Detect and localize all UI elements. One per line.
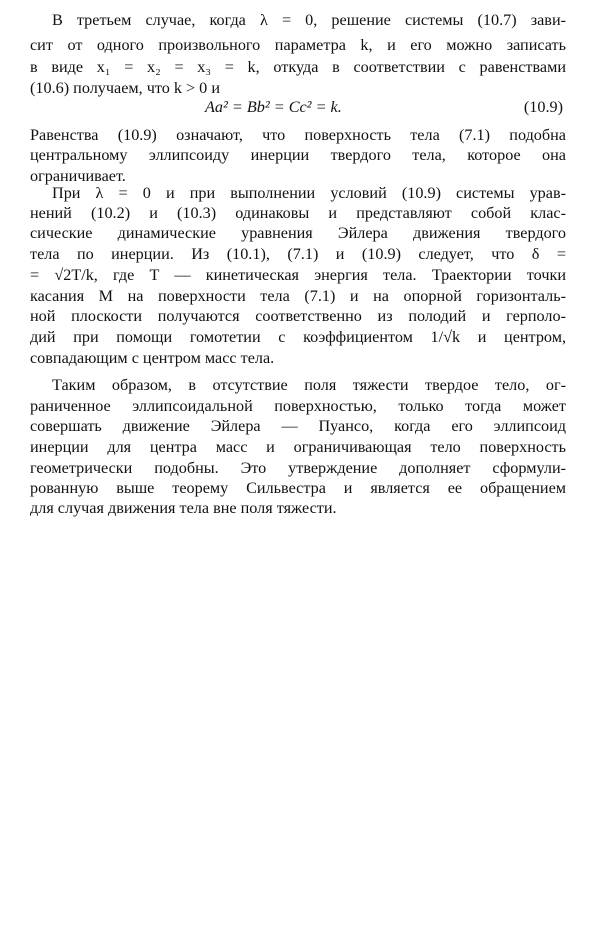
paragraph-3-line-8: дий при помощи гомотетии с коэффициентом 1/√k и центром, (30, 328, 566, 346)
paragraph-2-line-2: центральному эллипсоиду инерции твердого тела, которое она (30, 146, 566, 164)
paragraph-4-line-2: раниченное эллипсоидальной поверхностью, только тогда может (30, 397, 566, 415)
paragraph-3-line-4: тела по инерции. Из (10.1), (7.1) и (10.9) следует, что δ = (30, 245, 566, 263)
paragraph-4-line-1: Таким образом, в отсутствие поля тяжести твердое тело, ог- (52, 376, 566, 394)
formula-expression: Aa² = Bb² = Cc² = k. (205, 98, 342, 116)
paragraph-1-line-4: (10.6) получаем, что k > 0 и (30, 79, 220, 97)
paragraph-2-line-1: Равенства (10.9) означают, что поверхность тела (7.1) подобна (30, 126, 566, 144)
paragraph-4-line-3: совершать движение Эйлера — Пуансо, когда его эллипсоид (30, 417, 566, 435)
paragraph-3-line-2: нений (10.2) и (10.3) одинаковы и представляют собой клас- (30, 204, 566, 222)
paragraph-4-line-5: геометрически подобны. Это утверждение дополняет сформули- (30, 459, 566, 477)
equation-number: (10.9) (523, 98, 563, 116)
paragraph-3-line-3: сические динамические уравнения Эйлера движения твердого (30, 224, 566, 242)
paragraph-4-line-4: инерции для центра масс и ограничивающая тело поверхность (30, 438, 566, 456)
paragraph-3-line-1: При λ = 0 и при выполнении условий (10.9) системы урав- (52, 184, 566, 202)
paragraph-3-line-9: совпадающим с центром масс тела. (30, 349, 275, 367)
paragraph-1-line-1: В третьем случае, когда λ = 0, решение системы (10.7) зави- (52, 11, 566, 29)
paragraph-4-line-6: рованную выше теорему Сильвестра и является ее обращением (30, 479, 566, 497)
paragraph-3-line-6: касания M на поверхности тела (7.1) и на опорной горизонталь- (30, 287, 566, 305)
paragraph-2-line-3: ограничивает. (30, 167, 126, 185)
paragraph-3-line-7: ной плоскости получаются соответственно из полодий и герполо- (30, 307, 566, 325)
paragraph-3-line-5: = √2T/k, где T — кинетическая энергия тела. Траектории точки (30, 266, 566, 284)
paragraph-4-line-7: для случая движения тела вне поля тяжести. (30, 499, 337, 517)
paragraph-1-line-2: сит от одного произвольного параметра k, и его можно записать (30, 36, 566, 54)
paragraph-1-line-3: в виде x₁ = x₂ = x₃ = k, откуда в соответствии с равенствами (30, 58, 566, 76)
